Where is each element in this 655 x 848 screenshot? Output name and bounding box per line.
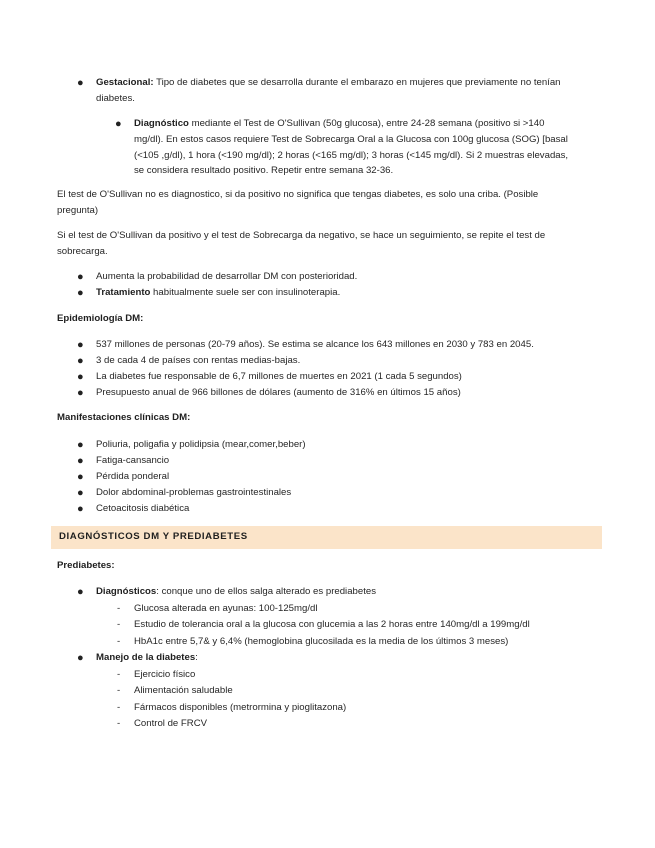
epidemiologia-item: La diabetes fue responsable de 6,7 millones de muertes en 2021 (1 cada 5 segundos) [96, 371, 462, 382]
bullet-man-2: ● [77, 455, 84, 467]
diagnostico-gest-label: Diagnóstico [134, 118, 189, 129]
dash-marker: - [117, 702, 121, 713]
diagnosticos-line [96, 586, 376, 598]
bullet-epi-2: ● [77, 355, 84, 367]
diagnosticos-label: Diagnósticos [96, 586, 157, 597]
bullet-epi-4: ● [77, 387, 84, 399]
diagnostico-gest-line-1 [134, 118, 544, 130]
manifestaciones-item: Pérdida ponderal [96, 471, 170, 482]
diagnostico-gest-text: mediante el Test de O'Sullivan (50g glucosa), entre 24-28 semana (positivo si >140 [188, 118, 545, 129]
tratamiento-label: Tratamiento [96, 287, 151, 298]
bullet-man-3: ● [77, 471, 84, 483]
epidemiologia-item: 537 millones de personas (20-79 años). Se estima se alcance los 643 millones en 2030 y 783 en 2045. [96, 339, 534, 350]
diagnosticos-item: Estudio de tolerancia oral a la glucosa con glucemia a las 2 horas entre 140mg/dl a 199mg/dl [134, 619, 530, 630]
diagnostico-gest-line-2: mg/dl). En estos casos requiere Test de Sobrecarga Oral a la Glucosa con 100g glucosa (SOG) [basal [134, 134, 568, 145]
dm-bullet-2 [96, 287, 340, 299]
section-band-title: DIAGNÓSTICOS DM Y PREDIABETES [59, 531, 248, 542]
manifestaciones-item: Fatiga-cansancio [96, 455, 170, 466]
diagnostico-gest-line-4: se considera resultado positivo. Repetir entre semana 32-36. [134, 165, 394, 176]
bullet-man-4: ● [77, 487, 84, 499]
bullet-diagnosticos: ● [77, 586, 84, 598]
gestacional-line-2: diabetes. [96, 93, 135, 104]
diagnostico-gest-line-3: (<105 ,g/dl), 1 hora (<190 mg/dl); 2 horas (<165 mg/dl); 3 horas (<145 mg/dl). Si 2 muestras elevadas, [134, 150, 569, 161]
diagnosticos-item: HbA1c entre 5,7& y 6,4% (hemoglobina glucosilada es la media de los últimos 3 meses) [134, 636, 509, 647]
dash-marker: - [117, 636, 121, 647]
prediabetes-heading: Prediabetes: [57, 560, 115, 571]
epidemiologia-item: Presupuesto anual de 966 billones de dólares (aumento de 316% en últimos 15 años) [96, 387, 461, 398]
sobrecarga-note-line-1: Si el test de O'Sullivan da positivo y el test de Sobrecarga da negativo, se hace un seguimiento, se repite el test de [57, 230, 546, 241]
manifestaciones-item: Dolor abdominal-problemas gastrointestinales [96, 487, 292, 498]
epidemiologia-item: 3 de cada 4 de países con rentas medias-bajas. [96, 355, 301, 366]
tratamiento-text: habitualmente suele ser con insulinoterapia. [150, 287, 341, 298]
gestacional-line-1 [96, 77, 561, 89]
manifestaciones-heading: Manifestaciones clínicas DM: [57, 412, 191, 423]
epidemiologia-heading: Epidemiología DM: [57, 313, 144, 324]
manejo-item: Fármacos disponibles (metrormina y pioglitazona) [134, 702, 347, 713]
bullet-manejo: ● [77, 652, 84, 664]
gestacional-label: Gestacional: [96, 77, 154, 88]
bullet-man-5: ● [77, 503, 84, 515]
manejo-line [96, 652, 198, 664]
manifestaciones-item: Poliuria, poligafia y polidipsia (mear,comer,beber) [96, 439, 306, 450]
bullet-epi-1: ● [77, 339, 84, 351]
gestacional-text: Tipo de diabetes que se desarrolla durante el embarazo en mujeres que previamente no tenían [153, 77, 561, 88]
sobrecarga-note-line-2: sobrecarga. [57, 246, 108, 257]
dash-marker: - [117, 603, 121, 614]
manejo-text: : [195, 652, 198, 663]
manifestaciones-item: Cetoacitosis diabética [96, 503, 190, 514]
bullet-dm-2: ● [77, 287, 84, 299]
bullet-gestacional: ● [77, 77, 84, 89]
manejo-item: Alimentación saludable [134, 685, 233, 696]
manejo-item: Control de FRCV [134, 718, 208, 729]
dash-marker: - [117, 669, 121, 680]
bullet-diagnostico-gest: ● [115, 118, 122, 130]
diagnosticos-item: Glucosa alterada en ayunas: 100-125mg/dl [134, 603, 318, 614]
dash-marker: - [117, 718, 121, 729]
dash-marker: - [117, 619, 121, 630]
manejo-item: Ejercicio físico [134, 669, 196, 680]
bullet-man-1: ● [77, 439, 84, 451]
bullet-dm-1: ● [77, 271, 84, 283]
osullivan-note-line-1: El test de O'Sullivan no es diagnostico, si da positivo no significa que tengas diabetes, es solo una criba. (Posible [57, 189, 539, 200]
dm-bullet-1: Aumenta la probabilidad de desarrollar DM con posterioridad. [96, 271, 358, 282]
manejo-label: Manejo de la diabetes [96, 652, 196, 663]
diagnosticos-text: : conque uno de ellos salga alterado es prediabetes [156, 586, 376, 597]
dash-marker: - [117, 685, 121, 696]
bullet-epi-3: ● [77, 371, 84, 383]
osullivan-note-line-2: pregunta) [57, 205, 99, 216]
